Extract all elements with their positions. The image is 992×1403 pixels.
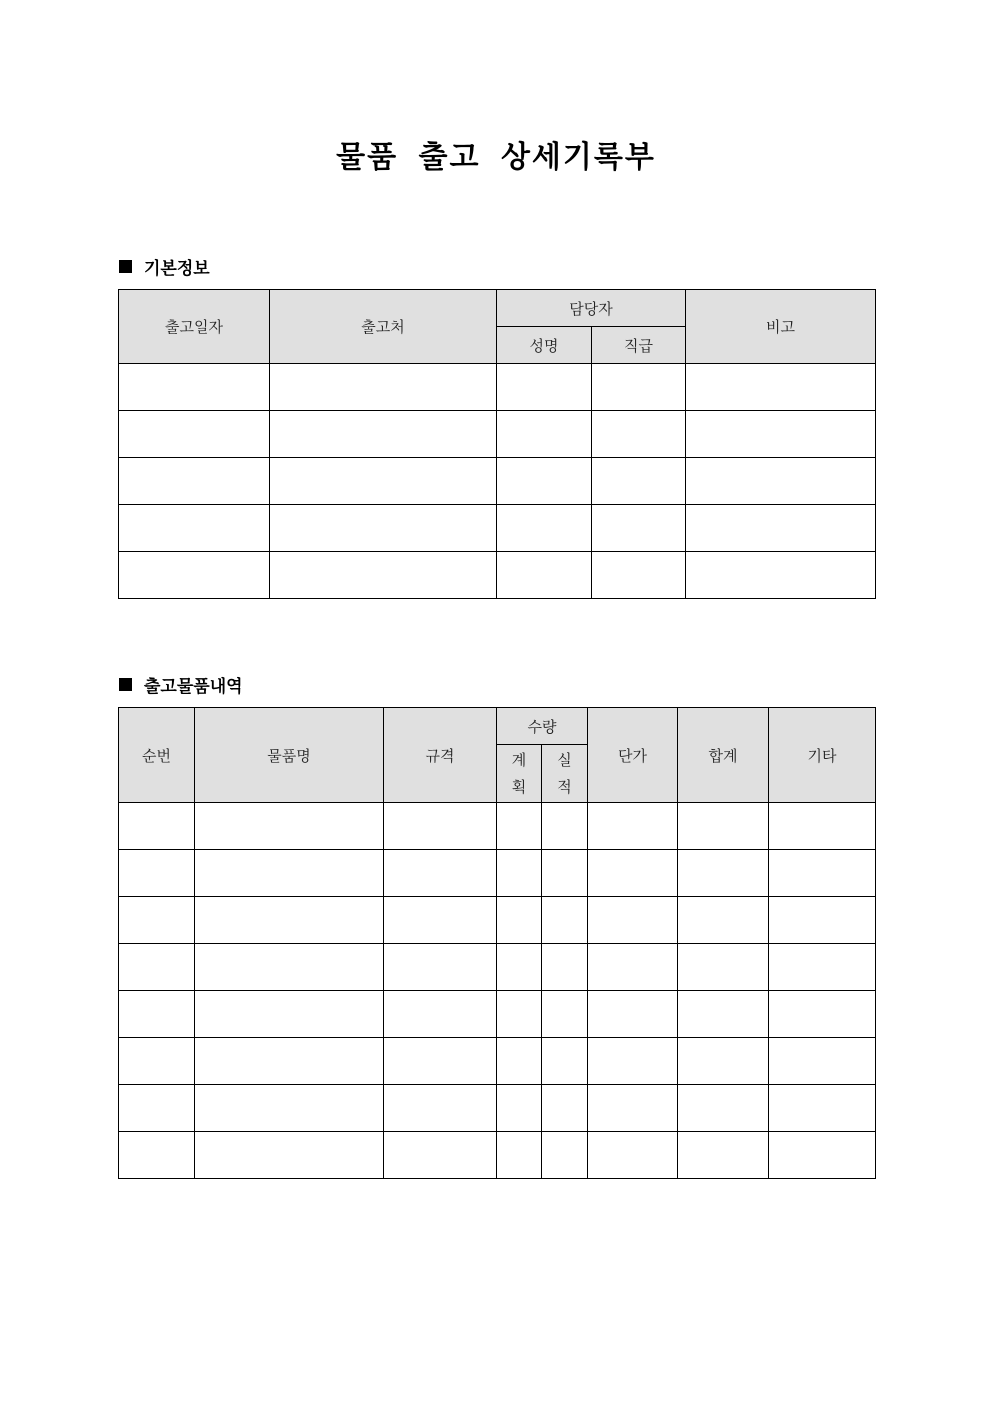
table-cell[interactable] bbox=[195, 850, 384, 897]
table-cell[interactable] bbox=[195, 1085, 384, 1132]
table-cell[interactable] bbox=[119, 505, 270, 552]
header-actual-char-1: 실 bbox=[557, 750, 572, 769]
table-cell[interactable] bbox=[769, 897, 876, 944]
table-cell[interactable] bbox=[678, 1132, 769, 1179]
table-cell[interactable] bbox=[270, 505, 497, 552]
table-cell[interactable] bbox=[119, 1085, 195, 1132]
table-cell[interactable] bbox=[497, 1038, 542, 1085]
table-cell[interactable] bbox=[270, 552, 497, 599]
items-heading bbox=[119, 672, 243, 697]
table-cell[interactable] bbox=[769, 1085, 876, 1132]
basic-info-row bbox=[119, 364, 876, 411]
table-cell[interactable] bbox=[195, 1038, 384, 1085]
table-cell[interactable] bbox=[119, 803, 195, 850]
table-cell[interactable] bbox=[497, 1132, 542, 1179]
header-plan-char-2: 획 bbox=[511, 777, 527, 796]
basic-info-table bbox=[118, 289, 876, 599]
table-cell[interactable] bbox=[384, 897, 497, 944]
table-cell[interactable] bbox=[497, 552, 592, 599]
header-quantity-plan bbox=[497, 745, 542, 803]
table-cell[interactable] bbox=[119, 944, 195, 991]
table-cell[interactable] bbox=[384, 1085, 497, 1132]
table-cell[interactable] bbox=[678, 991, 769, 1038]
table-cell[interactable] bbox=[769, 850, 876, 897]
table-cell[interactable] bbox=[769, 1132, 876, 1179]
table-cell[interactable] bbox=[497, 458, 592, 505]
table-cell[interactable] bbox=[195, 1132, 384, 1179]
table-cell[interactable] bbox=[542, 944, 588, 991]
header-item-name: 물품명 bbox=[195, 708, 384, 803]
items-table bbox=[118, 707, 876, 1179]
table-cell[interactable] bbox=[592, 552, 686, 599]
items-row bbox=[119, 803, 876, 850]
table-cell[interactable] bbox=[678, 803, 769, 850]
table-cell[interactable] bbox=[592, 458, 686, 505]
table-cell[interactable] bbox=[497, 897, 542, 944]
table-cell[interactable] bbox=[769, 991, 876, 1038]
items-row bbox=[119, 991, 876, 1038]
table-cell[interactable] bbox=[686, 552, 876, 599]
header-manager-position: 직급 bbox=[592, 327, 686, 364]
table-cell[interactable] bbox=[678, 897, 769, 944]
table-cell[interactable] bbox=[119, 411, 270, 458]
table-cell[interactable] bbox=[497, 850, 542, 897]
table-cell[interactable] bbox=[542, 803, 588, 850]
header-shipping-date: 출고일자 bbox=[119, 290, 270, 364]
table-cell[interactable] bbox=[497, 803, 542, 850]
table-cell[interactable] bbox=[542, 1132, 588, 1179]
table-cell[interactable] bbox=[686, 505, 876, 552]
table-cell[interactable] bbox=[678, 944, 769, 991]
table-cell[interactable] bbox=[588, 803, 678, 850]
header-plan-char-1: 계 bbox=[511, 750, 527, 769]
page-title: 물품 출고 상세기록부 bbox=[336, 140, 656, 175]
items-row bbox=[119, 1085, 876, 1132]
table-cell[interactable] bbox=[119, 458, 270, 505]
table-cell[interactable] bbox=[497, 991, 542, 1038]
table-cell[interactable] bbox=[588, 1038, 678, 1085]
table-cell[interactable] bbox=[678, 1085, 769, 1132]
table-cell[interactable] bbox=[769, 803, 876, 850]
table-cell[interactable] bbox=[384, 803, 497, 850]
table-cell[interactable] bbox=[270, 364, 497, 411]
table-cell[interactable] bbox=[497, 944, 542, 991]
table-cell[interactable] bbox=[588, 1132, 678, 1179]
items-heading-label: 출고물품내역 bbox=[144, 677, 243, 697]
table-cell[interactable] bbox=[384, 991, 497, 1038]
table-cell[interactable] bbox=[592, 505, 686, 552]
table-cell[interactable] bbox=[119, 1132, 195, 1179]
header-remarks: 비고 bbox=[686, 290, 876, 364]
table-cell[interactable] bbox=[588, 1085, 678, 1132]
table-cell[interactable] bbox=[119, 552, 270, 599]
items-row bbox=[119, 1038, 876, 1085]
table-cell[interactable] bbox=[497, 411, 592, 458]
basic-info-heading-label: 기본정보 bbox=[144, 259, 210, 279]
basic-info-header-row bbox=[119, 290, 876, 327]
table-cell[interactable] bbox=[384, 1132, 497, 1179]
items-row bbox=[119, 850, 876, 897]
basic-info-row bbox=[119, 552, 876, 599]
table-cell[interactable] bbox=[270, 458, 497, 505]
header-actual-char-2: 적 bbox=[557, 777, 572, 796]
table-cell[interactable] bbox=[497, 505, 592, 552]
table-cell[interactable] bbox=[542, 991, 588, 1038]
table-cell[interactable] bbox=[384, 944, 497, 991]
square-bullet-icon bbox=[119, 260, 132, 273]
header-etc: 기타 bbox=[769, 708, 876, 803]
basic-info-row bbox=[119, 505, 876, 552]
table-cell[interactable] bbox=[195, 991, 384, 1038]
table-cell[interactable] bbox=[588, 991, 678, 1038]
table-cell[interactable] bbox=[686, 364, 876, 411]
header-seq: 순번 bbox=[119, 708, 195, 803]
header-quantity: 수량 bbox=[497, 708, 588, 745]
header-total: 합계 bbox=[678, 708, 769, 803]
table-cell[interactable] bbox=[769, 1038, 876, 1085]
table-cell[interactable] bbox=[195, 897, 384, 944]
basic-info-row bbox=[119, 458, 876, 505]
table-cell[interactable] bbox=[119, 991, 195, 1038]
table-cell[interactable] bbox=[270, 411, 497, 458]
table-cell[interactable] bbox=[592, 411, 686, 458]
header-manager: 담당자 bbox=[497, 290, 686, 327]
square-bullet-icon bbox=[119, 678, 132, 691]
header-unit-price: 단가 bbox=[588, 708, 678, 803]
items-row bbox=[119, 897, 876, 944]
table-cell[interactable] bbox=[592, 364, 686, 411]
table-cell[interactable] bbox=[384, 1038, 497, 1085]
basic-info-row bbox=[119, 411, 876, 458]
header-manager-name: 성명 bbox=[497, 327, 592, 364]
table-cell[interactable] bbox=[195, 803, 384, 850]
items-row bbox=[119, 1132, 876, 1179]
table-cell[interactable] bbox=[542, 1085, 588, 1132]
table-cell[interactable] bbox=[119, 364, 270, 411]
table-cell[interactable] bbox=[769, 944, 876, 991]
table-cell[interactable] bbox=[678, 850, 769, 897]
table-cell[interactable] bbox=[588, 897, 678, 944]
table-cell[interactable] bbox=[686, 458, 876, 505]
basic-info-heading bbox=[119, 254, 210, 279]
table-cell[interactable] bbox=[384, 850, 497, 897]
items-header-row bbox=[119, 708, 876, 745]
table-cell[interactable] bbox=[678, 1038, 769, 1085]
table-cell[interactable] bbox=[497, 1085, 542, 1132]
table-cell[interactable] bbox=[542, 897, 588, 944]
table-cell[interactable] bbox=[588, 944, 678, 991]
table-cell[interactable] bbox=[686, 411, 876, 458]
table-cell[interactable] bbox=[119, 1038, 195, 1085]
items-row bbox=[119, 944, 876, 991]
table-cell[interactable] bbox=[588, 850, 678, 897]
table-cell[interactable] bbox=[542, 1038, 588, 1085]
table-cell[interactable] bbox=[542, 850, 588, 897]
header-spec: 규격 bbox=[384, 708, 497, 803]
header-destination: 출고처 bbox=[270, 290, 497, 364]
table-cell[interactable] bbox=[195, 944, 384, 991]
header-quantity-actual bbox=[542, 745, 588, 803]
table-cell[interactable] bbox=[119, 850, 195, 897]
table-cell[interactable] bbox=[119, 897, 195, 944]
table-cell[interactable] bbox=[497, 364, 592, 411]
